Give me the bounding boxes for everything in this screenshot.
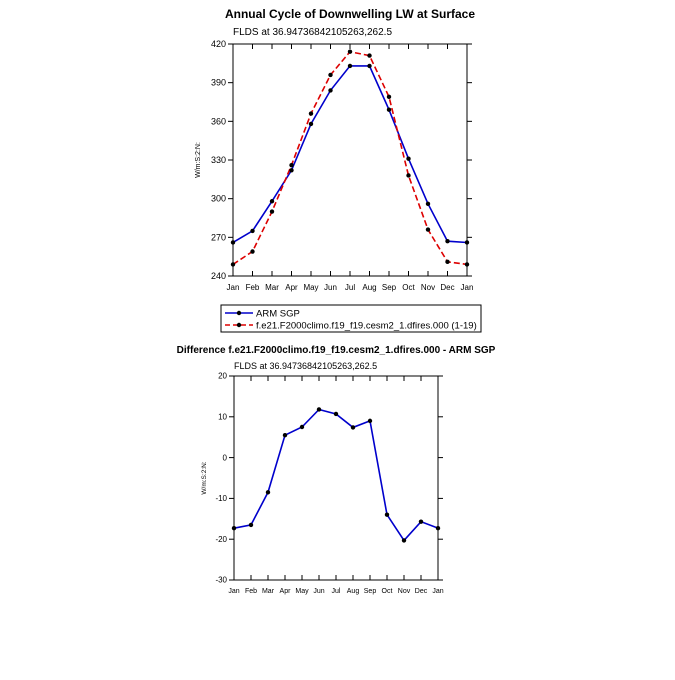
x-tick-label: Aug (362, 283, 377, 292)
data-point (289, 163, 293, 167)
data-point (328, 88, 332, 92)
x-tick-label: Oct (402, 283, 415, 292)
data-point (426, 227, 430, 231)
chart1-series-lines (233, 52, 467, 265)
x-tick-label: Dec (440, 283, 455, 292)
chart2-subtitle: FLDS at 36.94736842105263,262.5 (234, 361, 378, 371)
y-tick-label: 10 (218, 412, 227, 422)
chart2-x-axis (228, 376, 443, 595)
data-point (250, 249, 254, 253)
x-tick-label: Nov (397, 588, 411, 595)
data-point (328, 73, 332, 77)
data-point (231, 262, 235, 266)
y-tick-label: -30 (215, 575, 227, 585)
x-tick-label: Jun (324, 283, 337, 292)
data-point (231, 240, 235, 244)
data-point (348, 64, 352, 68)
data-point (300, 425, 304, 429)
chart2-title: Difference f.e21.F2000climo.f19_f19.cesm2_1.dfires.000 - ARM SGP (176, 345, 496, 356)
x-tick-label: Apr (279, 588, 291, 595)
x-tick-label: Jul (331, 588, 341, 595)
data-point (348, 50, 352, 54)
chart1-x-axis (227, 44, 474, 292)
data-point (266, 490, 270, 494)
x-tick-label: Sep (363, 588, 377, 595)
y-tick-label: -10 (215, 494, 227, 504)
data-point (367, 53, 371, 57)
data-point (270, 199, 274, 203)
data-point (270, 209, 274, 213)
data-point (387, 95, 391, 99)
data-point (445, 239, 449, 243)
x-tick-label: May (303, 283, 319, 292)
chart1-title: Annual Cycle of Downwelling LW at Surface (224, 7, 476, 21)
chart2-ylabel: W/m:S:2:N: (201, 461, 208, 495)
y-tick-label: 360 (210, 116, 226, 127)
data-point (426, 202, 430, 206)
data-point (385, 513, 389, 517)
y-tick-label: 240 (210, 271, 226, 281)
y-tick-label: 330 (210, 155, 226, 165)
data-point (419, 519, 423, 523)
legend-label-obs: ARM SGP (256, 308, 300, 320)
y-tick-label: 420 (210, 39, 226, 49)
x-tick-label: Jan (460, 283, 474, 292)
chart2-series-lines (234, 409, 438, 540)
data-point (368, 419, 372, 423)
data-point (445, 260, 449, 264)
data-point (283, 433, 287, 437)
chart1-plot-frame (233, 44, 467, 276)
x-tick-label: May (295, 588, 309, 595)
y-tick-label: 20 (218, 371, 227, 381)
x-tick-label: Mar (261, 588, 275, 595)
x-tick-label: Jan (432, 588, 444, 595)
x-tick-label: Aug (346, 588, 360, 595)
data-point (289, 168, 293, 172)
x-tick-label: Jul (344, 283, 356, 292)
x-tick-label: Oct (381, 588, 393, 595)
chart1-series-points (231, 50, 469, 267)
legend-marker-model (237, 323, 241, 327)
y-tick-label: 0 (222, 453, 227, 463)
y-tick-label: 300 (210, 193, 226, 204)
y-tick-label: 390 (210, 77, 226, 88)
chart2-y-axis (215, 372, 443, 585)
x-tick-label: Jan (228, 588, 240, 595)
data-point (250, 229, 254, 233)
chart1-ylabel: W/m:S:2:N: (195, 142, 202, 178)
data-point (465, 262, 469, 266)
series-line-1 (233, 66, 467, 243)
x-tick-label: Dec (414, 588, 428, 595)
data-point (309, 111, 313, 115)
chart2-series-points (232, 407, 440, 542)
x-tick-label: Mar (265, 283, 279, 292)
data-point (465, 240, 469, 244)
data-point (232, 526, 236, 530)
data-point (249, 523, 253, 527)
data-point (436, 526, 440, 530)
data-point (334, 412, 338, 416)
chart1-subtitle: FLDS at 36.94736842105263,262.5 (233, 27, 393, 38)
data-point (317, 407, 321, 411)
data-point (406, 157, 410, 161)
x-tick-label: Jun (313, 588, 325, 595)
y-tick-label: 270 (210, 232, 226, 243)
legend-marker-obs (237, 311, 241, 315)
series-line-1 (234, 409, 438, 540)
x-tick-label: Apr (285, 283, 298, 292)
x-tick-label: Nov (420, 283, 436, 292)
x-tick-label: Sep (381, 283, 397, 292)
x-tick-label: Feb (245, 283, 260, 292)
y-tick-label: -20 (215, 534, 227, 544)
data-point (309, 122, 313, 126)
data-point (367, 64, 371, 68)
legend-label-model: f.e21.F2000climo.f19_f19.cesm2_1.dfires.000 (1-19) (256, 320, 477, 332)
chart1-y-axis (211, 39, 472, 281)
data-point (402, 538, 406, 542)
x-tick-label: Jan (226, 283, 240, 292)
data-point (387, 108, 391, 112)
x-tick-label: Feb (244, 588, 258, 595)
series-line-2 (233, 52, 467, 265)
data-point (406, 173, 410, 177)
chart2-plot-frame (234, 376, 438, 580)
data-point (351, 425, 355, 429)
